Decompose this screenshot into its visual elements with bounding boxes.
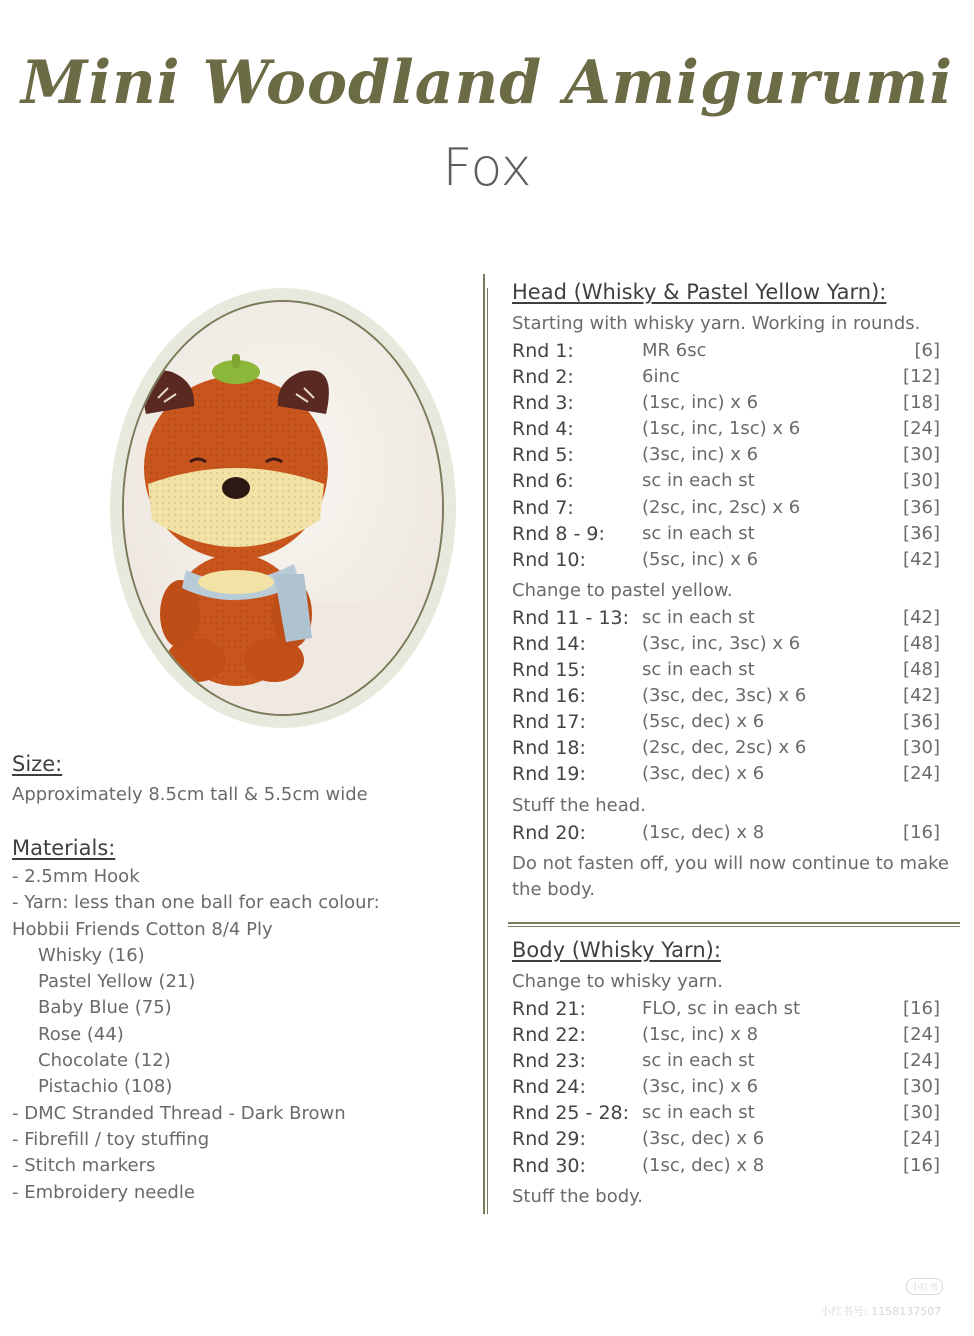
round-instruction: (1sc, dec) x 8	[642, 1154, 765, 1176]
round-row	[512, 633, 958, 659]
round-instruction: (2sc, inc, 2sc) x 6	[642, 496, 801, 518]
materials-heading: Materials:	[12, 836, 116, 860]
round-instruction: (5sc, dec) x 6	[642, 711, 765, 733]
yarn-colour-item: Rose (44)	[38, 1023, 124, 1045]
body-section	[512, 938, 958, 1213]
stitch-count: [48]	[903, 632, 940, 654]
round-label: Rnd 4:	[512, 418, 574, 441]
stitch-count: [24]	[903, 1050, 940, 1072]
round-label: Rnd 23:	[512, 1050, 586, 1073]
round-instruction: MR 6sc	[642, 340, 707, 361]
materials-list	[12, 864, 380, 1206]
continue-body-note: Do not fasten off, you will now continue to make the body.	[512, 852, 949, 900]
round-label: Rnd 19:	[512, 763, 586, 786]
round-instruction: sc in each st	[642, 606, 755, 628]
stitch-count: [42]	[903, 685, 940, 707]
round-label: Rnd 25 - 28:	[512, 1102, 630, 1125]
round-row	[512, 340, 958, 366]
round-label: Rnd 11 - 13:	[512, 606, 630, 629]
round-label: Rnd 2:	[512, 366, 574, 389]
round-instruction: (1sc, inc) x 8	[642, 1024, 759, 1046]
round-row	[512, 1155, 958, 1181]
round-instruction: (3sc, dec) x 6	[642, 1128, 765, 1150]
stitch-count: [6]	[914, 340, 940, 361]
round-instruction: (3sc, dec) x 6	[642, 763, 765, 785]
stitch-count: [24]	[903, 1024, 940, 1046]
round-instruction: (1sc, inc) x 6	[642, 392, 759, 414]
round-label: Rnd 20:	[512, 821, 586, 844]
stitch-count: [16]	[903, 821, 940, 843]
stitch-count: [30]	[903, 444, 940, 466]
round-row	[512, 366, 958, 392]
stitch-count: [16]	[903, 998, 940, 1019]
round-row	[512, 763, 958, 789]
round-row	[512, 470, 958, 496]
material-item: Hobbii Friends Cotton 8/4 Ply	[12, 918, 273, 940]
round-row	[512, 549, 958, 575]
head-heading: Head (Whisky & Pastel Yellow Yarn):	[512, 280, 887, 304]
round-instruction: FLO, sc in each st	[642, 998, 801, 1019]
change-yarn-note: Change to pastel yellow.	[512, 579, 733, 601]
horizontal-divider	[508, 922, 960, 927]
round-label: Rnd 8 - 9:	[512, 522, 605, 545]
stitch-count: [42]	[903, 548, 940, 570]
round-label: Rnd 10:	[512, 548, 586, 571]
round-row	[512, 392, 958, 418]
round-row	[512, 1050, 958, 1076]
round-instruction: sc in each st	[642, 659, 755, 681]
stitch-count: [16]	[903, 1154, 940, 1176]
vertical-divider	[483, 274, 488, 1214]
stuff-head-note: Stuff the head.	[512, 794, 646, 816]
material-item: - 2.5mm Hook	[12, 866, 140, 887]
stitch-count: [36]	[903, 496, 940, 518]
watermark-badge: 小红书	[906, 1278, 943, 1295]
round-label: Rnd 21:	[512, 998, 586, 1020]
page-title: Mini Woodland Amigurumi	[20, 48, 954, 118]
round-instruction: (2sc, dec, 2sc) x 6	[642, 737, 807, 759]
stitch-count: [12]	[903, 366, 940, 388]
round-row	[512, 685, 958, 711]
stitch-count: [42]	[903, 606, 940, 628]
round-instruction: sc in each st	[642, 470, 755, 492]
material-item: - Stitch markers	[12, 1155, 156, 1177]
body-intro: Change to whisky yarn.	[512, 971, 723, 992]
yarn-colour-item: Pistachio (108)	[38, 1076, 173, 1098]
stitch-count: [24]	[903, 418, 940, 440]
round-row	[512, 497, 958, 523]
round-label: Rnd 24:	[512, 1076, 586, 1099]
round-instruction: (3sc, inc) x 6	[642, 1076, 759, 1098]
round-label: Rnd 7:	[512, 496, 574, 519]
round-instruction: sc in each st	[642, 1102, 755, 1124]
material-item: - Embroidery needle	[12, 1181, 195, 1203]
round-row	[512, 1102, 958, 1128]
round-label: Rnd 17:	[512, 711, 586, 734]
round-row	[512, 607, 958, 633]
round-label: Rnd 22:	[512, 1024, 586, 1047]
watermark-id: 小红书号: 1158137507	[820, 1305, 942, 1318]
round-row	[512, 659, 958, 685]
stitch-count: [30]	[903, 470, 940, 492]
head-rounds-part2	[512, 607, 958, 790]
body-heading: Body (Whisky Yarn):	[512, 938, 721, 962]
round-label: Rnd 1:	[512, 340, 574, 362]
head-intro: Starting with whisky yarn. Working in rounds.	[512, 313, 921, 334]
round-instruction: (3sc, dec, 3sc) x 6	[642, 685, 807, 707]
round-row	[512, 998, 958, 1024]
body-rounds	[512, 998, 958, 1181]
round-row	[512, 418, 958, 444]
stitch-count: [30]	[903, 1076, 940, 1098]
head-section	[512, 280, 958, 906]
size-text: Approximately 8.5cm tall & 5.5cm wide	[12, 784, 368, 805]
stitch-count: [36]	[903, 522, 940, 544]
round-row	[512, 523, 958, 549]
round-instruction: (3sc, inc, 3sc) x 6	[642, 632, 801, 654]
round-row	[512, 822, 958, 848]
yarn-colour-item: Baby Blue (75)	[38, 997, 172, 1019]
round-label: Rnd 29:	[512, 1128, 586, 1151]
stitch-count: [24]	[903, 763, 940, 785]
round-row	[512, 444, 958, 470]
stitch-count: [48]	[903, 659, 940, 681]
round-label: Rnd 14:	[512, 632, 586, 655]
head-rounds-part1	[512, 340, 958, 575]
head-rounds-part3	[512, 822, 958, 848]
round-label: Rnd 15:	[512, 659, 586, 682]
yarn-colour-item: Chocolate (12)	[38, 1050, 171, 1072]
fox-illustration	[124, 302, 444, 716]
fox-photo	[122, 300, 444, 716]
round-label: Rnd 5:	[512, 444, 574, 467]
round-instruction: (3sc, inc) x 6	[642, 444, 759, 466]
yarn-colour-item: Pastel Yellow (21)	[38, 971, 196, 993]
round-label: Rnd 3:	[512, 392, 574, 415]
round-label: Rnd 30:	[512, 1154, 586, 1177]
round-instruction: 6inc	[642, 366, 680, 388]
round-label: Rnd 16:	[512, 685, 586, 708]
stitch-count: [36]	[903, 711, 940, 733]
round-row	[512, 1076, 958, 1102]
round-instruction: sc in each st	[642, 522, 755, 544]
stitch-count: [24]	[903, 1128, 940, 1150]
round-instruction: sc in each st	[642, 1050, 755, 1072]
round-instruction: (5sc, inc) x 6	[642, 548, 759, 570]
page-subtitle: Fox	[442, 138, 532, 198]
round-row	[512, 737, 958, 763]
material-item: - Yarn: less than one ball for each colour:	[12, 892, 380, 914]
round-instruction: (1sc, dec) x 8	[642, 821, 765, 843]
yarn-colour-item: Whisky (16)	[38, 944, 145, 966]
size-heading: Size:	[12, 752, 63, 776]
round-row	[512, 1024, 958, 1050]
material-item: - Fibrefill / toy stuffing	[12, 1128, 210, 1150]
material-item: - DMC Stranded Thread - Dark Brown	[12, 1102, 346, 1124]
round-label: Rnd 18:	[512, 737, 586, 760]
round-instruction: (1sc, inc, 1sc) x 6	[642, 418, 801, 440]
round-row	[512, 1128, 958, 1154]
round-row	[512, 711, 958, 737]
stitch-count: [18]	[903, 392, 940, 414]
stitch-count: [30]	[903, 737, 940, 759]
stitch-count: [30]	[903, 1102, 940, 1124]
stuff-body-note: Stuff the body.	[512, 1185, 643, 1207]
round-label: Rnd 6:	[512, 470, 574, 493]
